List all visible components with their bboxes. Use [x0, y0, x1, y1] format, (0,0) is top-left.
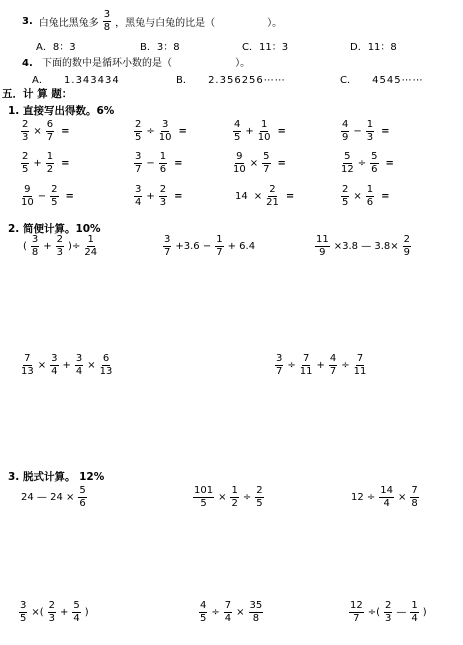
- question-number: 4.: [22, 58, 33, 69]
- denominator: 5: [256, 498, 263, 509]
- fraction: [354, 354, 367, 377]
- operator: +: [60, 607, 69, 618]
- fraction: [159, 185, 167, 208]
- fraction: [50, 354, 58, 377]
- question-4-stem: [22, 54, 250, 69]
- fraction: [21, 152, 29, 175]
- numerator: 7: [224, 600, 232, 611]
- numerator: 1: [46, 151, 54, 162]
- operator: ÷: [146, 126, 155, 137]
- numerator: 1: [366, 184, 374, 195]
- fraction: [349, 601, 364, 624]
- fraction: [134, 120, 142, 143]
- fraction: [266, 185, 279, 208]
- stepwise-problem: [18, 601, 92, 624]
- numerator: 2: [22, 119, 29, 130]
- numerator: 1: [87, 234, 94, 245]
- fraction: [21, 120, 29, 143]
- direct-problem: [340, 120, 390, 143]
- fraction: [315, 235, 330, 258]
- numerator: 1: [216, 234, 223, 245]
- operator: )÷: [68, 241, 81, 252]
- operator: −: [146, 158, 155, 169]
- numerator: 2: [403, 234, 411, 245]
- denominator: 4: [75, 366, 83, 377]
- direct-problem: [232, 185, 294, 208]
- equals-sign: =: [381, 126, 390, 137]
- simplify-problem: [20, 354, 113, 377]
- denominator: 3: [366, 132, 374, 143]
- numerator: 5: [263, 151, 270, 162]
- direct-problem: [232, 120, 286, 143]
- option-d: D．11：8: [350, 42, 397, 53]
- operator: —: [396, 607, 407, 618]
- denominator: 3: [385, 613, 392, 624]
- operator: + 6.4: [227, 241, 256, 252]
- denominator: 10: [21, 197, 34, 208]
- numerator: 5: [73, 600, 80, 611]
- fraction: [233, 120, 241, 143]
- numerator: 5: [371, 151, 378, 162]
- simplify-problem: [162, 235, 258, 258]
- denominator: 6: [79, 498, 86, 509]
- equals-sign: =: [385, 158, 394, 169]
- question-3-stem: [22, 10, 282, 33]
- numerator: 2: [22, 151, 29, 162]
- operator: ×: [398, 492, 407, 503]
- equals-sign: =: [277, 126, 286, 137]
- denominator: 5: [200, 613, 207, 624]
- numerator: 3: [20, 600, 27, 611]
- simplify-problem: [274, 354, 367, 377]
- numerator: 35: [249, 600, 263, 611]
- question-number: 3.: [22, 16, 33, 27]
- operator: ×: [249, 158, 259, 169]
- numerator: 3: [75, 353, 83, 364]
- numerator: 7: [411, 485, 418, 496]
- denominator: 9: [319, 247, 326, 258]
- denominator: 8: [252, 613, 260, 624]
- fraction: [258, 120, 271, 143]
- fraction: [366, 185, 374, 208]
- equals-sign: =: [277, 158, 286, 169]
- numerator: 2: [256, 485, 263, 496]
- denominator: 7: [46, 132, 54, 143]
- numerator: 7: [302, 353, 310, 364]
- fraction: [215, 235, 223, 258]
- direct-problem: [133, 152, 183, 175]
- fraction: [193, 486, 214, 509]
- numerator: 2: [51, 184, 58, 195]
- equals-sign: =: [178, 126, 187, 137]
- denominator: 4: [383, 498, 390, 509]
- fraction: [379, 486, 394, 509]
- fraction: [233, 152, 246, 175]
- numerator: 2: [135, 119, 142, 130]
- equals-sign: =: [61, 126, 70, 137]
- numerator: 4: [342, 119, 349, 130]
- numerator: 9: [236, 151, 243, 162]
- equals-sign: =: [381, 191, 390, 202]
- fraction: [410, 601, 418, 624]
- numerator: 9: [24, 184, 31, 195]
- denominator: 3: [48, 613, 56, 624]
- number: 14: [235, 191, 248, 202]
- denominator: 12: [341, 164, 354, 175]
- question-text: ，黑兔与白兔的比是（: [115, 18, 216, 29]
- numerator: 4: [329, 353, 337, 364]
- denominator: 7: [135, 164, 142, 175]
- numerator: 1: [366, 119, 374, 130]
- numerator: 14: [380, 485, 394, 496]
- equals-sign: =: [174, 158, 183, 169]
- numerator: 2: [48, 600, 56, 611]
- denominator: 7: [276, 366, 283, 377]
- operator: ×: [33, 126, 42, 137]
- fraction: [163, 235, 171, 258]
- denominator: 5: [135, 132, 142, 143]
- numerator: 11: [316, 234, 329, 245]
- operator: +: [146, 191, 155, 202]
- numerator: 6: [46, 119, 54, 130]
- denominator: 9: [342, 132, 349, 143]
- stepwise-problem: [192, 486, 265, 509]
- denominator: 5: [20, 613, 27, 624]
- operator: ): [422, 607, 427, 618]
- section-title: 五．计 算 题：: [2, 88, 73, 100]
- denominator: 6: [371, 164, 378, 175]
- operator: ×: [253, 191, 263, 202]
- operator: ÷: [357, 158, 367, 169]
- denominator: 13: [99, 366, 113, 377]
- fraction: [262, 152, 270, 175]
- stepwise-problem: [18, 486, 88, 509]
- numerator: 3: [135, 151, 142, 162]
- answer-blank-close: ）。: [235, 58, 251, 69]
- option-b: B．3：8: [140, 42, 180, 53]
- numerator: 5: [344, 151, 351, 162]
- option-b: B． 2.356256⋯⋯: [176, 75, 286, 86]
- numerator: 4: [234, 119, 241, 130]
- denominator: 3: [22, 132, 29, 143]
- simplify-problem: [314, 235, 412, 258]
- numerator: 5: [79, 485, 86, 496]
- operator: (: [23, 241, 27, 252]
- denominator: 2: [231, 498, 238, 509]
- operator: 24 — 24 ×: [21, 492, 75, 503]
- part-1-title: 1. 直接写出得数。6%: [8, 105, 115, 117]
- fraction: [255, 486, 263, 509]
- fraction: [403, 235, 411, 258]
- denominator: 5: [22, 164, 29, 175]
- fraction: [341, 185, 349, 208]
- denominator: 11: [299, 366, 313, 377]
- direct-problem: [133, 120, 187, 143]
- denominator: 24: [84, 247, 98, 258]
- operator: ×(: [31, 607, 44, 618]
- numerator: 1: [159, 151, 167, 162]
- fraction: [21, 185, 34, 208]
- fraction: [134, 185, 142, 208]
- fraction: [329, 354, 337, 377]
- fraction: [46, 152, 54, 175]
- numerator: 1: [260, 119, 268, 130]
- fraction: [56, 235, 64, 258]
- denominator: 4: [73, 613, 80, 624]
- part-3-title: 3. 脱式计算。 12%: [8, 471, 105, 483]
- denominator: 3: [56, 247, 64, 258]
- denominator: 5: [51, 197, 58, 208]
- question-text: 白兔比黑兔多: [38, 18, 99, 29]
- denominator: 4: [135, 197, 142, 208]
- simplify-problem: [20, 235, 98, 258]
- fraction: [199, 601, 207, 624]
- direct-problem: [20, 120, 70, 143]
- direct-problem: [20, 185, 74, 208]
- operator: ÷: [287, 360, 296, 371]
- fraction: [275, 354, 283, 377]
- numerator: 3: [276, 353, 283, 364]
- part-2-title: 2. 简便计算。10%: [8, 223, 101, 235]
- operator: ×: [37, 360, 47, 371]
- denominator: 8: [411, 498, 418, 509]
- answer-blank-close: ）。: [267, 18, 283, 29]
- numerator: 7: [24, 353, 31, 364]
- fraction: [341, 152, 354, 175]
- denominator: 10: [158, 132, 172, 143]
- denominator: 10: [257, 132, 271, 143]
- denominator: 4: [51, 366, 58, 377]
- fraction: [84, 235, 97, 258]
- equals-sign: =: [174, 191, 183, 202]
- numerator: 3: [31, 234, 39, 245]
- numerator: 2: [269, 184, 276, 195]
- numerator: 6: [102, 353, 110, 364]
- denominator: 7: [164, 247, 171, 258]
- fraction: [19, 601, 27, 624]
- operator: ÷: [211, 607, 220, 618]
- fraction: [48, 601, 56, 624]
- numerator: 4: [200, 600, 207, 611]
- fraction: [46, 120, 54, 143]
- fraction: [159, 152, 167, 175]
- operator: −: [353, 126, 362, 137]
- numerator: 3: [135, 184, 142, 195]
- numerator: 1: [231, 485, 238, 496]
- numerator: 1: [411, 600, 418, 611]
- direct-problem: [20, 152, 70, 175]
- fraction: [134, 152, 142, 175]
- numerator: 12: [350, 600, 363, 611]
- denominator: 8: [31, 247, 39, 258]
- numerator: 3: [51, 353, 58, 364]
- operator: +: [62, 360, 71, 371]
- direct-problem: [340, 152, 394, 175]
- operator: ÷: [341, 360, 350, 371]
- direct-problem: [232, 152, 286, 175]
- operator: ×: [236, 607, 245, 618]
- option-a: A．8：3: [36, 42, 76, 53]
- fraction: [384, 601, 392, 624]
- operator: ÷: [242, 492, 252, 503]
- denominator: 13: [21, 366, 34, 377]
- fraction: [224, 601, 232, 624]
- direct-problem: [340, 185, 390, 208]
- operator: ×: [353, 191, 362, 202]
- fraction: [100, 354, 113, 377]
- denominator: 6: [366, 197, 374, 208]
- stepwise-problem: [348, 601, 430, 624]
- operator: +: [316, 360, 325, 371]
- numerator: 2: [385, 600, 392, 611]
- denominator: 5: [234, 132, 241, 143]
- fraction: [370, 152, 378, 175]
- numerator: 2: [56, 234, 64, 245]
- fraction: [31, 235, 39, 258]
- fraction: [50, 185, 58, 208]
- denominator: 10: [233, 164, 246, 175]
- denominator: 3: [159, 197, 167, 208]
- denominator: 7: [263, 164, 270, 175]
- operator: ×: [218, 492, 227, 503]
- operator: ×: [87, 360, 96, 371]
- equals-sign: =: [285, 191, 295, 202]
- option-c: C．11：3: [242, 42, 289, 53]
- fraction: [410, 486, 418, 509]
- numerator: 2: [159, 184, 167, 195]
- fraction: [341, 120, 349, 143]
- operator: +: [43, 241, 52, 252]
- denominator: 21: [266, 197, 279, 208]
- fraction: [75, 354, 83, 377]
- equals-sign: =: [61, 158, 70, 169]
- denominator: 7: [353, 613, 360, 624]
- operator: ×3.8 — 3.8×: [333, 241, 399, 252]
- numerator: 3: [164, 234, 171, 245]
- option-c: C． 4545⋯⋯: [340, 75, 424, 86]
- numerator: 2: [342, 184, 349, 195]
- fraction: [78, 486, 86, 509]
- operator: −: [37, 191, 47, 202]
- direct-problem: [133, 185, 183, 208]
- denominator: 7: [216, 247, 223, 258]
- denominator: 4: [411, 613, 418, 624]
- numerator: 3: [161, 119, 169, 130]
- option-a: A． 1.343434: [32, 75, 120, 86]
- operator: +: [245, 126, 254, 137]
- denominator: 6: [159, 164, 167, 175]
- denominator: 5: [200, 498, 207, 509]
- stepwise-problem: [348, 486, 420, 509]
- fraction: [21, 354, 34, 377]
- operator: +3.6 −: [175, 241, 212, 252]
- fraction: $\frac{3}{8}$: [103, 9, 111, 33]
- stepwise-problem: [198, 601, 264, 624]
- fraction: [249, 601, 264, 624]
- operator: 12 ÷: [351, 492, 376, 503]
- denominator: 11: [353, 366, 367, 377]
- operator: ): [84, 607, 89, 618]
- denominator: 9: [403, 247, 411, 258]
- denominator: 4: [224, 613, 232, 624]
- denominator: 2: [46, 164, 54, 175]
- fraction: [230, 486, 238, 509]
- question-text: 下面的数中是循环小数的是（: [41, 58, 172, 69]
- fraction: [159, 120, 172, 143]
- fraction: [366, 120, 374, 143]
- denominator: 7: [329, 366, 337, 377]
- operator: +: [33, 158, 42, 169]
- numerator: 101: [194, 485, 214, 496]
- equals-sign: =: [65, 191, 74, 202]
- fraction: [72, 601, 80, 624]
- denominator: 5: [342, 197, 349, 208]
- fraction: [300, 354, 313, 377]
- numerator: 7: [356, 353, 364, 364]
- operator: ÷(: [367, 607, 381, 618]
